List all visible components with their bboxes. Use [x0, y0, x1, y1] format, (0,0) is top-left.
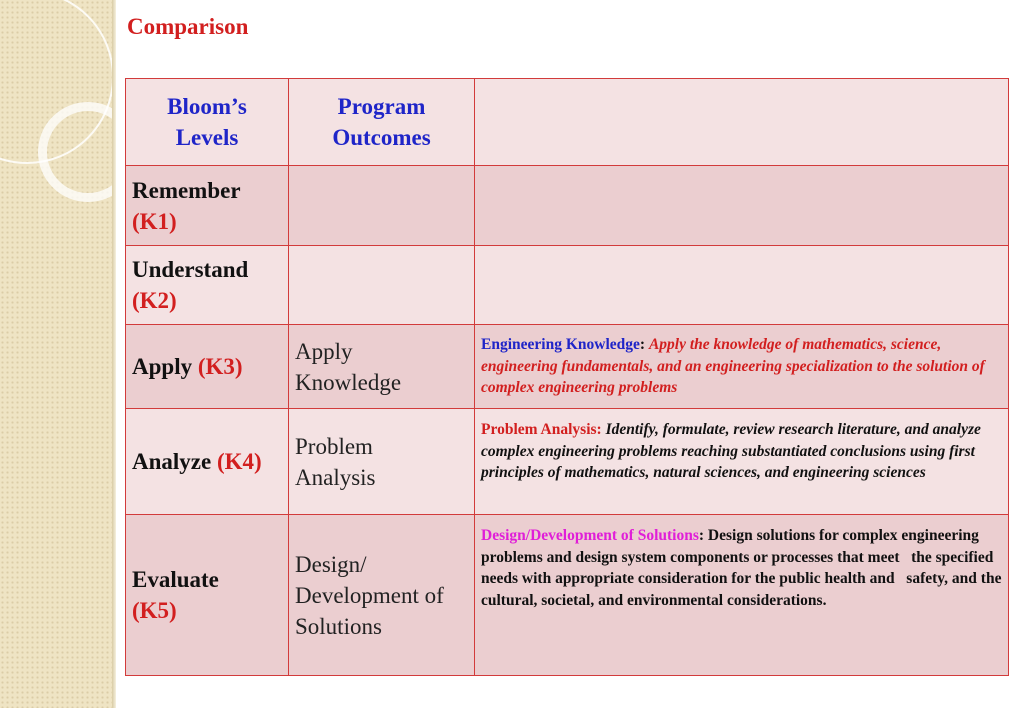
level-cell — [126, 166, 289, 246]
table-row — [126, 246, 1009, 325]
level-code: (K4) — [216, 449, 262, 474]
comparison-table — [125, 78, 1009, 676]
table-header-row — [126, 79, 1009, 166]
program-outcome-cell: Apply Knowledge — [289, 325, 475, 409]
level-cell — [126, 325, 289, 409]
header-description — [475, 79, 1009, 166]
level-code: (K1) — [132, 208, 177, 234]
slide-title: Comparison — [127, 14, 249, 39]
description-cell: Engineering Knowledge: Apply the knowledge of mathematics, science, engineering fundamentals, and an engineering specialization to the solution of complex engineering problems — [475, 325, 1009, 409]
level-name: Evaluate — [132, 567, 219, 592]
level-cell — [126, 409, 289, 515]
level-code: (K3) — [197, 354, 243, 379]
description-cell — [475, 409, 1009, 515]
header-program-outcomes: Program Outcomes — [289, 79, 475, 166]
description-cell — [475, 166, 1009, 246]
program-outcome-cell: Design/ Development of Solutions — [289, 515, 475, 676]
outcome-text: Design solutions for complex engineering problems and design system components or processes that meet the specified needs with appropriate consideration for the public health and safety, and the cultural, societal, and environmental considerations. — [481, 527, 1006, 609]
outcome-term: Engineering Knowledge — [481, 336, 640, 354]
description-cell — [475, 246, 1009, 325]
level-name: Understand — [132, 257, 249, 282]
table-row — [126, 325, 1009, 409]
level-cell — [126, 246, 289, 325]
side-panel-edge — [112, 0, 116, 708]
level-name: Remember — [132, 177, 241, 203]
program-outcome-cell — [289, 246, 475, 325]
description-cell: Design/Development of Solutions: Design solutions for complex engineering problems and design system components or processes that meet the specified needs with appropriate consideration for the public health and safety, and the cultural, societal, and environmental considerations. — [475, 515, 1009, 676]
header-blooms-levels: Bloom’s Levels — [126, 79, 289, 166]
decorative-side-panel — [0, 0, 112, 708]
level-name: Apply — [132, 354, 193, 379]
outcome-term: Design/Development of Solutions — [481, 527, 699, 544]
program-outcome-cell — [289, 166, 475, 246]
level-cell — [126, 515, 289, 676]
table-row — [126, 515, 1009, 676]
table-row — [126, 409, 1009, 515]
level-code: (K5) — [132, 598, 177, 623]
outcome-text: Apply the knowledge of mathematics, science, engineering fundamentals, and an engineering specialization to the solution of complex engineering problems — [481, 336, 985, 397]
level-name: Analyze — [132, 449, 212, 474]
table-row — [126, 166, 1009, 246]
program-outcome-cell: Problem Analysis — [289, 409, 475, 515]
level-code: (K2) — [132, 288, 177, 313]
outcome-term: Problem Analysis: — [481, 421, 602, 438]
outcome-text: Identify, formulate, review research literature, and analyze complex engineering problems reaching substantiated conclusions using first principles of mathematics, natural sciences, and engineering sciences — [481, 421, 981, 481]
